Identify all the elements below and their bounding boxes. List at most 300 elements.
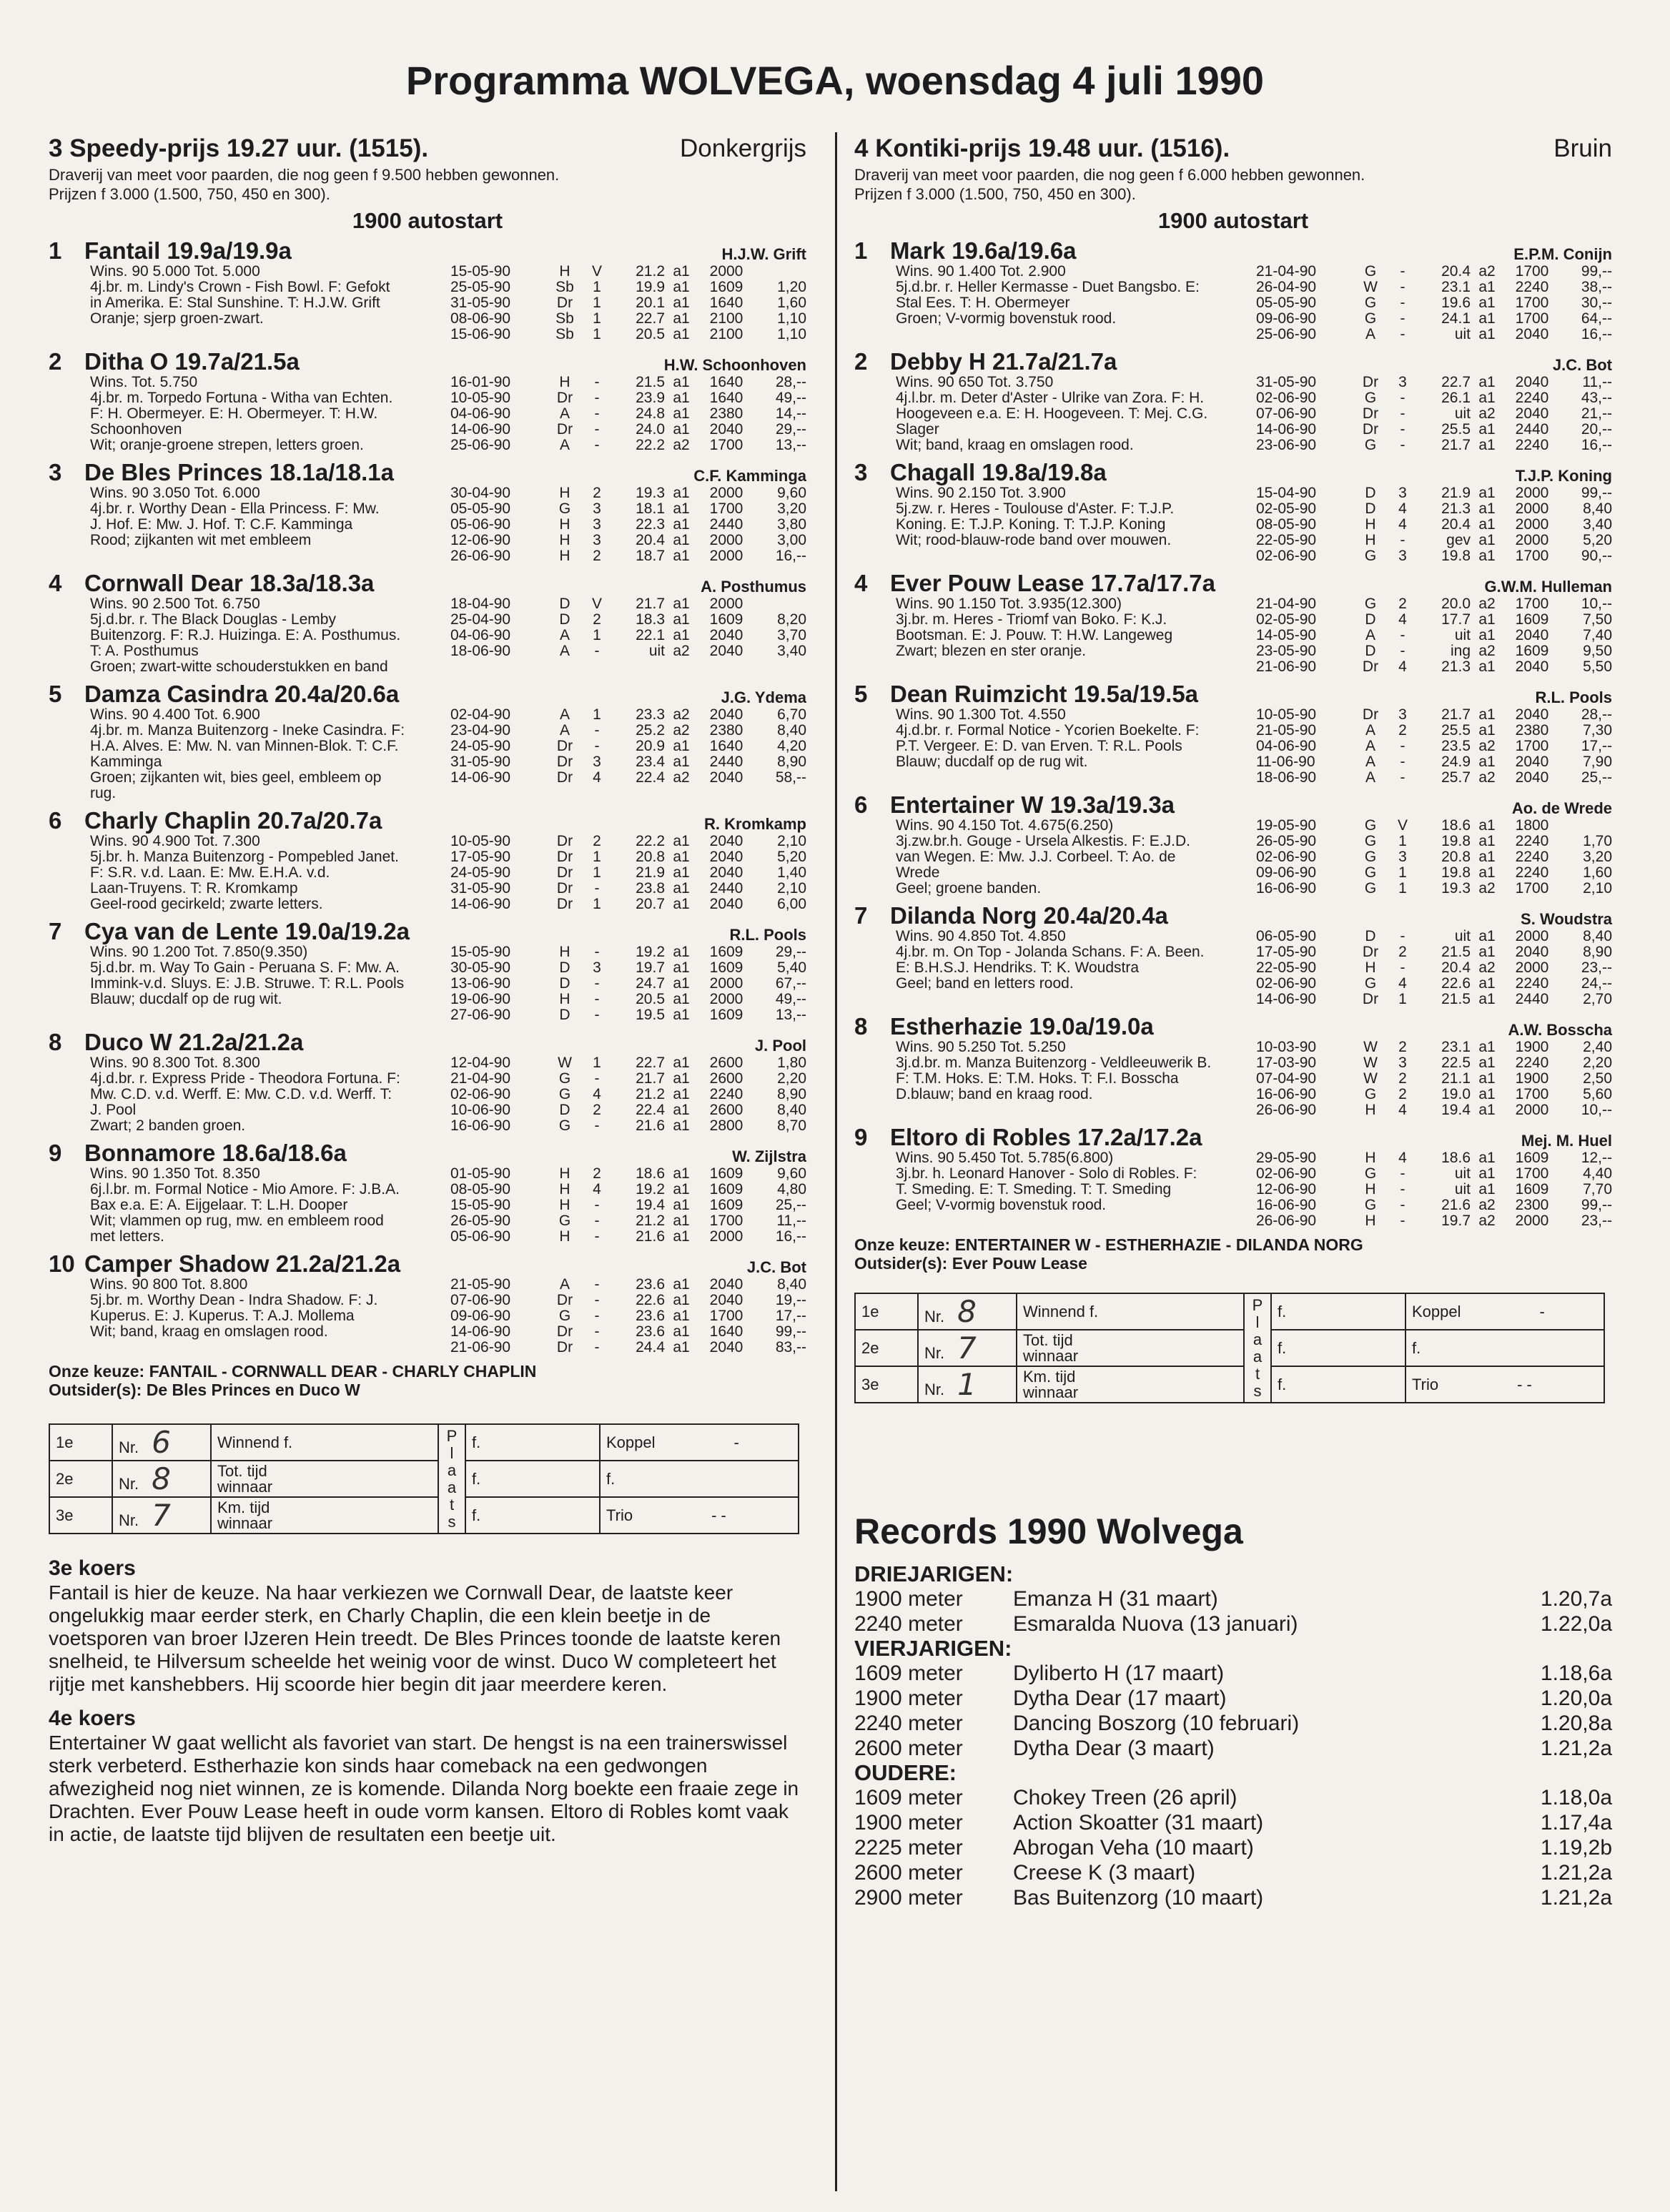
horse-body (854, 264, 1612, 342)
start-start: a1 (1478, 611, 1496, 628)
start-distance: 1609 (709, 1197, 743, 1213)
horse-info-line: Stal Ees. T: H. Obermeyer (896, 295, 1070, 311)
start-track: H (559, 1197, 570, 1213)
plaats-letter: P (1252, 1295, 1263, 1314)
start-start: a1 (673, 390, 690, 406)
start-time: 25.2 (636, 722, 665, 739)
start-distance: 1640 (709, 390, 743, 406)
start-row (1256, 390, 1612, 406)
start-start: a1 (1478, 658, 1496, 675)
start-time: 23.9 (636, 390, 665, 406)
start-start: a1 (1478, 500, 1496, 517)
horse-title: Fantail 19.9a/19.9a (84, 237, 292, 264)
start-row (1256, 944, 1612, 960)
start-start: a1 (1478, 1055, 1496, 1071)
record-holder: Dytha Dear (3 maart) (1013, 1737, 1215, 1760)
start-payout: 2,50 (1583, 1070, 1612, 1087)
start-time: 22.7 (636, 310, 665, 327)
start-start: a1 (1478, 817, 1496, 834)
start-payout: 30,-- (1581, 295, 1612, 311)
start-time: 25.5 (1441, 722, 1471, 739)
start-row (1256, 1040, 1612, 1055)
horse-name (49, 571, 374, 596)
start-track: H (559, 485, 570, 501)
horse-info-line: 4j.d.br. r. Formal Notice - Ycorien Boekelte. F: (896, 722, 1200, 739)
start-distance: 2240 (1515, 864, 1549, 881)
horse-name (49, 1030, 303, 1055)
start-start: a1 (673, 1007, 690, 1023)
start-track: Dr (1362, 991, 1379, 1007)
start-time: 22.6 (636, 1292, 665, 1308)
start-date: 16-06-90 (1256, 1197, 1317, 1213)
start-distance: 2040 (709, 706, 743, 723)
horse-starts (450, 707, 806, 801)
start-track: Dr (1362, 374, 1379, 390)
start-track: A (559, 1276, 570, 1293)
horse-info (854, 818, 1256, 897)
horse-info-line: 3j.br. m. Heres - Triomf van Boko. F: K.J. (896, 611, 1167, 628)
record-time: 1.19,2b (1540, 1836, 1612, 1860)
start-time: 25.5 (1441, 421, 1471, 438)
start-distance: 2240 (1515, 437, 1549, 453)
start-payout: 2,10 (777, 833, 806, 849)
bet-extra-dash: - (733, 1433, 739, 1451)
horse-header (49, 349, 806, 375)
start-place: 3 (593, 754, 601, 770)
horse-number: 2 (49, 348, 62, 375)
record-row (854, 1835, 1612, 1860)
start-payout: 17,-- (775, 1308, 806, 1324)
record-distance: 2900 meter (854, 1886, 963, 1910)
record-holder: Dancing Boszorg (10 februari) (1013, 1712, 1300, 1735)
horse-info-line: 4j.l.br. m. Deter d'Aster - Ulrike van Zora. F: H. (896, 390, 1205, 406)
bet-extra-label: Trio (606, 1506, 633, 1524)
start-row (1256, 849, 1612, 865)
bet-nr-label: Nr. (924, 1308, 945, 1325)
start-start: a1 (1478, 1039, 1496, 1055)
start-track: G (1364, 1165, 1377, 1182)
start-place: 1 (593, 706, 601, 723)
horse-info (854, 1040, 1256, 1118)
record-row (854, 1810, 1612, 1835)
start-place: 1 (593, 326, 601, 342)
horse-info-line: Wins. 90 3.050 Tot. 6.000 (90, 485, 260, 501)
horse-starts (450, 1055, 806, 1134)
start-place: - (594, 1228, 600, 1245)
start-place: - (594, 975, 600, 992)
start-distance: 2000 (1515, 928, 1549, 944)
horse-info-line: 3j.br. h. Leonard Hanover - Solo di Robles. F: (896, 1165, 1197, 1182)
horse-entry (49, 1030, 806, 1134)
start-place: 2 (593, 548, 601, 564)
start-date: 01-05-90 (450, 1165, 511, 1182)
start-row (1256, 834, 1612, 849)
start-distance: 1609 (709, 1165, 743, 1182)
horse-info-line: Blauw; ducdalf op de rug wit. (90, 991, 282, 1007)
our-choice: Onze keuze: ENTERTAINER W - ESTHERHAZIE - DILANDA NORG (854, 1235, 1363, 1254)
start-time: 17.7 (1441, 611, 1471, 628)
start-time: 23.4 (636, 754, 665, 770)
start-distance: 2040 (1515, 326, 1549, 342)
race-name: 3 Speedy-prijs 19.27 uur. (1515). (49, 134, 429, 162)
start-start: a1 (1478, 1181, 1496, 1198)
start-payout: 10,-- (1581, 1102, 1612, 1118)
start-time: 18.6 (1441, 817, 1471, 834)
start-time: 18.1 (636, 500, 665, 517)
start-distance: 2300 (1515, 1197, 1549, 1213)
start-time: 19.9 (636, 279, 665, 295)
bet-label (211, 1497, 438, 1534)
start-distance: 2240 (1515, 1055, 1549, 1071)
start-start: a1 (1478, 421, 1496, 438)
bet-extra (600, 1497, 799, 1534)
start-start: a2 (1478, 959, 1496, 976)
plaats-letter: l (1255, 1313, 1260, 1331)
start-start: a1 (1478, 1070, 1496, 1087)
bet-nr-cell (918, 1366, 1017, 1403)
horse-info-line: Wit; band, kraag en omslagen rood. (90, 1323, 328, 1340)
start-time: 23.1 (1441, 279, 1471, 295)
horse-name (854, 349, 1117, 375)
plaats-letter: a (1252, 1330, 1263, 1348)
start-start: a2 (1478, 769, 1496, 786)
horse-info-line: Wins. 90 1.400 Tot. 2.900 (896, 263, 1066, 280)
start-track: H (559, 1228, 570, 1245)
record-holder: Action Skoatter (31 maart) (1013, 1811, 1264, 1835)
start-date: 19-05-90 (1256, 817, 1317, 834)
horse-info-line: Bootsman. E: J. Pouw. T: H.W. Langeweg (896, 627, 1173, 643)
horse-number: 2 (854, 348, 868, 375)
start-distance: 2380 (709, 405, 743, 422)
record-row (854, 1736, 1612, 1761)
start-distance: 2600 (709, 1102, 743, 1118)
horse-entry (49, 571, 806, 675)
start-date: 23-04-90 (450, 722, 511, 739)
horse-title: Dilanda Norg 20.4a/20.4a (890, 902, 1168, 929)
record-row (854, 1711, 1612, 1736)
start-row (1256, 533, 1612, 548)
record-row (854, 1586, 1612, 1611)
start-time: 20.7 (636, 896, 665, 912)
start-track: Dr (556, 769, 573, 786)
race-header (49, 132, 806, 165)
start-date: 10-06-90 (450, 1102, 511, 1118)
horse-header (49, 808, 806, 834)
start-time: 18.6 (636, 1165, 665, 1182)
start-date: 14-06-90 (450, 769, 511, 786)
start-time: 23.3 (636, 706, 665, 723)
start-payout (755, 596, 806, 612)
start-track: G (1364, 310, 1377, 327)
horse-info-line: Wins. Tot. 5.750 (90, 374, 198, 390)
start-place: 3 (1398, 849, 1407, 865)
horse-info (854, 929, 1256, 1007)
start-start: a1 (673, 1323, 690, 1340)
horse-body (854, 485, 1612, 564)
start-date: 08-05-90 (1256, 516, 1317, 533)
horse-info-line: Wins. 90 4.150 Tot. 4.675(6.250) (896, 817, 1114, 834)
start-row (450, 390, 806, 406)
start-place: - (1400, 754, 1405, 770)
start-track: D (559, 959, 570, 976)
horse-info-line: J. Hof. E: Mw. J. Hof. T: C.F. Kamminga (90, 516, 353, 533)
bet-label-line1: Km. tijd (1023, 1367, 1076, 1386)
start-payout: 9,50 (1583, 643, 1612, 659)
start-track: G (1364, 880, 1377, 897)
start-start: a1 (1478, 991, 1496, 1007)
k3-text: Fantail is hier de keuze. Na haar verkiezen we Cornwall Dear, de laatste keer ongelukkig maar eerder sterk, en Charly Chaplin, die een klein beetje in de voetsporen van broer IJzeren Hein treedt. De Bles Princes toonde de laatste keren snelheid, te Hilversum scheelde het weinig voor de winst. Duco W completeert het rijtje met kanshebbers. Hij scoorde hier begin dit jaar meerdere keren. (49, 1581, 781, 1695)
start-place: 3 (593, 532, 601, 548)
start-date: 02-06-90 (1256, 975, 1317, 992)
records-title: Records 1990 Wolvega (854, 1511, 1243, 1551)
start-row (1256, 723, 1612, 739)
start-row (1256, 485, 1612, 501)
start-date: 06-05-90 (1256, 928, 1317, 944)
start-time: 20.8 (1441, 849, 1471, 865)
start-distance: 2040 (709, 1339, 743, 1356)
start-distance: 2380 (1515, 722, 1549, 739)
start-payout: 6,00 (777, 896, 806, 912)
start-time: 20.0 (1441, 596, 1471, 612)
horse-info-line: 6j.l.br. m. Formal Notice - Mio Amore. F: J.B.A. (90, 1181, 400, 1198)
start-track: G (1364, 596, 1377, 612)
start-start: a1 (673, 485, 690, 501)
horse-header (854, 349, 1612, 375)
horse-info-line: P.T. Vergeer. E: D. van Erven. T: R.L. Pools (896, 738, 1182, 754)
horse-number: 3 (854, 459, 868, 485)
bet-row (855, 1330, 1604, 1366)
start-track: H (559, 263, 570, 280)
start-payout (755, 264, 806, 280)
start-date: 08-05-90 (450, 1181, 511, 1198)
start-time: 21.1 (1441, 1070, 1471, 1087)
start-place: - (1400, 769, 1405, 786)
start-track: G (1364, 975, 1377, 992)
start-payout: 1,80 (777, 1055, 806, 1071)
horse-info-line: Bax e.a. E: A. Eijgelaar. T: L.H. Dooper (90, 1197, 348, 1213)
start-place: 3 (593, 500, 601, 517)
start-date: 31-05-90 (450, 295, 511, 311)
start-track: D (559, 596, 570, 612)
start-time: uit (1454, 405, 1471, 422)
start-track: G (1364, 1197, 1377, 1213)
start-track: Sb (555, 279, 574, 295)
horse-trainer: H.J.W. Grift (721, 245, 806, 263)
start-payout: 7,30 (1583, 722, 1612, 739)
start-date: 21-06-90 (450, 1339, 511, 1356)
start-place: - (1400, 1165, 1405, 1182)
horse-header (854, 460, 1612, 485)
start-time: 21.7 (636, 596, 665, 612)
horse-info-line: 4j.d.br. r. Express Pride - Theodora Fortuna. F: (90, 1070, 400, 1087)
horse-name (49, 1140, 347, 1166)
horse-info-line: Groen; V-vormig bovenstuk rood. (896, 310, 1117, 327)
start-row (450, 375, 806, 390)
horse-entry (49, 1251, 806, 1356)
start-start: a2 (673, 769, 690, 786)
start-track: H (1365, 959, 1376, 976)
horse-info-line: F: S.R. v.d. Laan. E: Mw. E.H.A. v.d. (90, 864, 330, 881)
start-payout: 16,-- (1581, 437, 1612, 453)
start-time: 24.1 (1441, 310, 1471, 327)
bet-row (855, 1293, 1604, 1330)
start-track: H (559, 516, 570, 533)
start-place: 2 (593, 1102, 601, 1118)
start-place: V (591, 596, 602, 612)
start-start: a1 (673, 500, 690, 517)
bet-amount: f. (1271, 1330, 1405, 1366)
start-row (1256, 1087, 1612, 1102)
start-place: 1 (1398, 991, 1407, 1007)
start-payout: 8,40 (777, 722, 806, 739)
horse-info-line: 4j.br. m. On Top - Jolanda Schans. F: A. Been. (896, 944, 1205, 960)
horse-info-line: Wrede (896, 864, 940, 881)
start-track: H (559, 991, 570, 1007)
start-payout: 23,-- (1581, 1213, 1612, 1229)
start-place: - (594, 944, 600, 960)
start-row (450, 1229, 806, 1245)
start-place: - (1400, 279, 1405, 295)
start-place: - (1400, 738, 1405, 754)
start-date: 07-04-90 (1256, 1070, 1317, 1087)
start-distance: 2240 (1515, 390, 1549, 406)
start-start: a1 (1478, 390, 1496, 406)
start-date: 12-04-90 (450, 1055, 511, 1071)
start-track: A (559, 405, 570, 422)
start-place: - (594, 991, 600, 1007)
start-row (450, 327, 806, 342)
start-time: 22.1 (636, 627, 665, 643)
bet-table (49, 1423, 799, 1534)
horse-body (854, 375, 1612, 453)
start-start: a1 (673, 1181, 690, 1198)
start-start: a2 (1478, 263, 1496, 280)
start-row (1256, 1182, 1612, 1198)
start-place: 2 (1398, 1086, 1407, 1102)
start-date: 09-06-90 (450, 1308, 511, 1324)
bet-extra-dash: - - (1517, 1375, 1532, 1393)
start-track: H (1365, 1213, 1376, 1229)
horse-list (854, 238, 1612, 1229)
record-time: 1.20,8a (1540, 1712, 1612, 1735)
start-payout: 2,70 (1583, 991, 1612, 1007)
start-distance: 2040 (1515, 706, 1549, 723)
start-date: 26-05-90 (1256, 833, 1317, 849)
horse-number: 8 (854, 1013, 868, 1040)
start-distance: 1609 (1515, 1181, 1549, 1198)
start-row (1256, 770, 1612, 786)
record-time: 1.21,2a (1540, 1737, 1612, 1760)
start-distance: 1609 (709, 1181, 743, 1198)
start-track: Dr (556, 833, 573, 849)
start-time: 21.5 (1441, 991, 1471, 1007)
start-place: 3 (1398, 548, 1407, 564)
start-place: 4 (1398, 1150, 1407, 1166)
start-payout: 11,-- (776, 1213, 806, 1229)
start-start: a1 (673, 1070, 690, 1087)
start-place: - (594, 880, 600, 897)
start-date: 08-06-90 (450, 310, 511, 327)
horse-info-line: T: A. Posthumus (90, 643, 199, 659)
horse-info (854, 1150, 1256, 1229)
start-start: a1 (673, 1165, 690, 1182)
start-payout: 25,-- (775, 1197, 806, 1213)
start-distance: 2240 (709, 1086, 743, 1102)
start-date: 23-05-90 (1256, 643, 1317, 659)
horse-info-line: Wins. 90 800 Tot. 8.800 (90, 1276, 248, 1293)
horse-info-line: Geel-rood gecirkeld; zwarte letters. (90, 896, 323, 912)
start-place: 1 (1398, 864, 1407, 881)
horse-info-line: Wins. 90 4.400 Tot. 6.900 (90, 706, 260, 723)
horse-trainer: J. Pool (754, 1037, 806, 1055)
record-distance: 1609 meter (854, 1662, 963, 1685)
start-track: G (558, 1070, 571, 1087)
start-row (1256, 517, 1612, 533)
start-track: G (1364, 263, 1377, 280)
start-distance: 1700 (1515, 880, 1549, 897)
horse-title: Charly Chaplin 20.7a/20.7a (84, 807, 382, 834)
start-date: 16-01-90 (450, 374, 511, 390)
record-time: 1.21,2a (1540, 1886, 1612, 1910)
start-payout: 7,70 (1583, 1181, 1612, 1198)
race-prizes: Prijzen f 3.000 (1.500, 750, 450 en 300). (49, 185, 330, 203)
start-distance: 2800 (709, 1117, 743, 1134)
horse-info (854, 375, 1256, 453)
start-distance: 2040 (709, 833, 743, 849)
start-row (1256, 406, 1612, 422)
start-track: Dr (556, 849, 573, 865)
horse-trainer: A.W. Bosscha (1508, 1021, 1612, 1039)
start-start: a1 (673, 991, 690, 1007)
horse-title: Damza Casindra 20.4a/20.6a (84, 681, 400, 707)
start-row (450, 596, 806, 612)
start-track: Dr (1362, 405, 1379, 422)
start-distance: 2040 (1515, 374, 1549, 390)
record-holder: Abrogan Veha (10 maart) (1013, 1836, 1254, 1860)
start-row (1256, 501, 1612, 517)
bet-extra (1405, 1293, 1604, 1330)
start-track: W (558, 1055, 572, 1071)
horse-title: Entertainer W 19.3a/19.3a (890, 791, 1175, 818)
horse-name (854, 460, 1107, 485)
horse-body (49, 485, 806, 564)
record-row (854, 1611, 1612, 1636)
start-track: G (1364, 1086, 1377, 1102)
start-date: 14-06-90 (450, 421, 511, 438)
start-payout: 3,00 (777, 532, 806, 548)
start-time: 21.9 (636, 864, 665, 881)
start-start: a2 (673, 643, 690, 659)
start-track: H (1365, 532, 1376, 548)
start-time: 24.7 (636, 975, 665, 992)
start-track: D (1365, 928, 1376, 944)
bet-form (49, 1423, 806, 1534)
horse-header (49, 238, 806, 264)
horse-name (49, 460, 394, 485)
start-distance: 2040 (1515, 754, 1549, 770)
horse-info-line: Groen; zwart-witte schouderstukken en band (90, 658, 388, 675)
start-date: 24-05-90 (450, 738, 511, 754)
start-payout: 3,20 (1583, 849, 1612, 865)
horse-header (854, 792, 1612, 818)
start-time: 19.8 (1441, 548, 1471, 564)
start-row (1256, 881, 1612, 897)
start-date: 22-05-90 (1256, 532, 1317, 548)
start-start: a2 (1478, 1213, 1496, 1229)
start-place: 2 (593, 485, 601, 501)
start-start: a1 (673, 310, 690, 327)
start-time: 24.8 (636, 405, 665, 422)
